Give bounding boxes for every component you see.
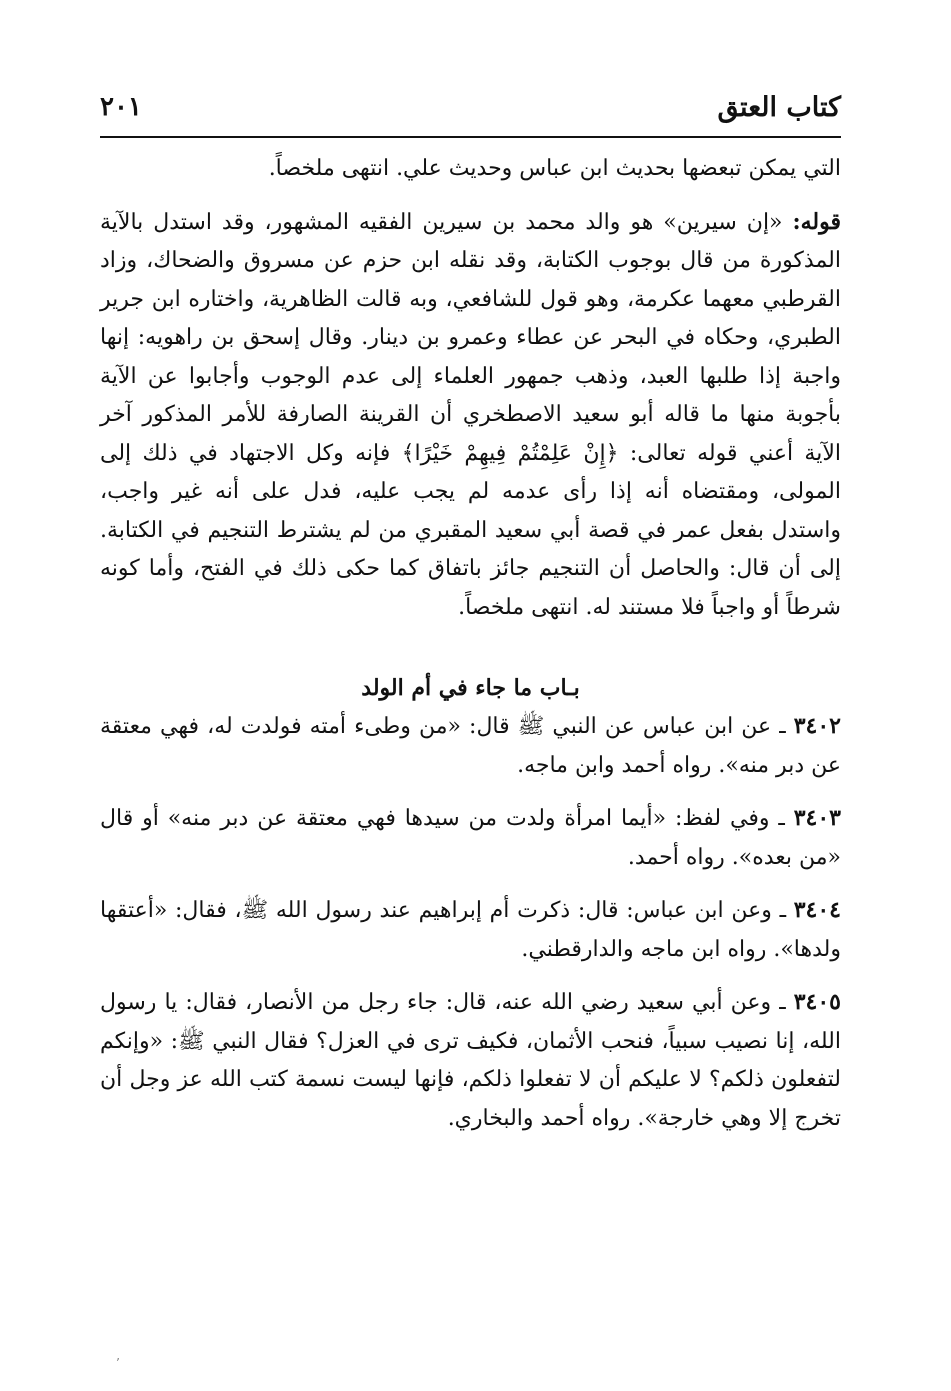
page-body — [100, 150, 841, 1152]
hadith-entry — [100, 799, 841, 877]
hadith-text: ـ عن ابن عباس عن النبي ﷺ قال: «من وطىء أمته فولدت له، فهي معتقة عن دبر منه». رواه أحمد وابن ماجه. — [100, 714, 841, 778]
header-title: كتاب العتق — [717, 91, 841, 123]
hadith-number: ٣٤٠٥ — [793, 989, 841, 1015]
commentary-text-part2: فإنه وكل الاجتهاد في ذلك إلى المولى، ومقتضاه أنه إذا رأى عدمه لم يجب عليه، فدل على أنه غير واجب، واستدل بفعل عمر في قصة أبي سعيد المقبري من لم يشترط التنجيم في الكتابة. إلى أن قال: والحاصل أن التنجيم جائز باتفاق كما حكى ذلك في الفتح، وأما كونه شرطاً أو واجباً فلا مستند له. انتهى ملخصاً. — [100, 440, 841, 620]
header-divider — [100, 136, 841, 138]
hadith-text: ـ وعن أبي سعيد رضي الله عنه، قال: جاء رجل من الأنصار، فقال: يا رسول الله، إنا نصيب سبياً، فنحب الأثمان، فكيف ترى في العزل؟ فقال النبي ﷺ: «وإنكم لتفعلون ذلكم؟ لا عليكم أن لا تفعلوا ذلكم، فإنها ليست نسمة كتب الله عز وجل أن تخرج إلا وهي خارجة». رواه أحمد والبخاري. — [100, 990, 841, 1131]
commentary-paragraph — [100, 203, 841, 628]
scan-speck: ’ — [116, 1356, 120, 1370]
continuation-paragraph: التي يمكن تبعضها بحديث ابن عباس وحديث علي. انتهى ملخصاً. — [268, 156, 841, 181]
hadith-entry — [100, 983, 841, 1138]
quran-verse: ﴿إِنْ عَلِمْتُمْ فِيهِمْ خَيْرًا﴾ — [401, 440, 619, 466]
hadith-text: ـ وفي لفظ: «أيما امرأة ولدت من سيدها فهي معتقة عن دبر منه» أو قال «من بعده». رواه أحمد. — [100, 806, 841, 870]
hadith-number: ٣٤٠٢ — [793, 713, 841, 739]
hadith-entry — [100, 707, 841, 785]
running-header — [100, 82, 841, 132]
chapter-heading: بـاب ما جاء في أم الولد — [361, 675, 580, 701]
page-number: ٢٠١ — [100, 92, 142, 122]
hadith-entry — [100, 891, 841, 969]
hadith-number: ٣٤٠٣ — [793, 805, 841, 831]
commentary-text-part1: «إن سيرين» هو والد محمد بن سيرين الفقيه المشهور، وقد استدل بالآية المذكورة من قال بوجوب الكتابة، وقد نقله ابن حزم عن مسروق والضحاك، وزاد القرطبي معهما عكرمة، وهو قول للشافعي، وبه قالت الظاهرية، واختاره ابن جرير الطبري، وحكاه في البحر عن عطاء وعمرو بن دينار. وقال إسحق بن راهويه: إنها واجبة إذا طلبها العبد، وذهب جمهور العلماء إلى عدم الوجوب وأجابوا عن الآية بأجوبة منها ما قاله أبو سعيد الاصطخري أن القرينة الصارفة للأمر المذكور آخر الآية أعني قوله تعالى: — [100, 209, 842, 466]
commentary-lead: قوله: — [792, 208, 841, 235]
hadith-number: ٣٤٠٤ — [793, 897, 841, 923]
hadith-text: ـ وعن ابن عباس: قال: ذكرت أم إبراهيم عند رسول الله ﷺ، فقال: «أعتقها ولدها». رواه ابن ماجه والدارقطني. — [100, 898, 841, 962]
